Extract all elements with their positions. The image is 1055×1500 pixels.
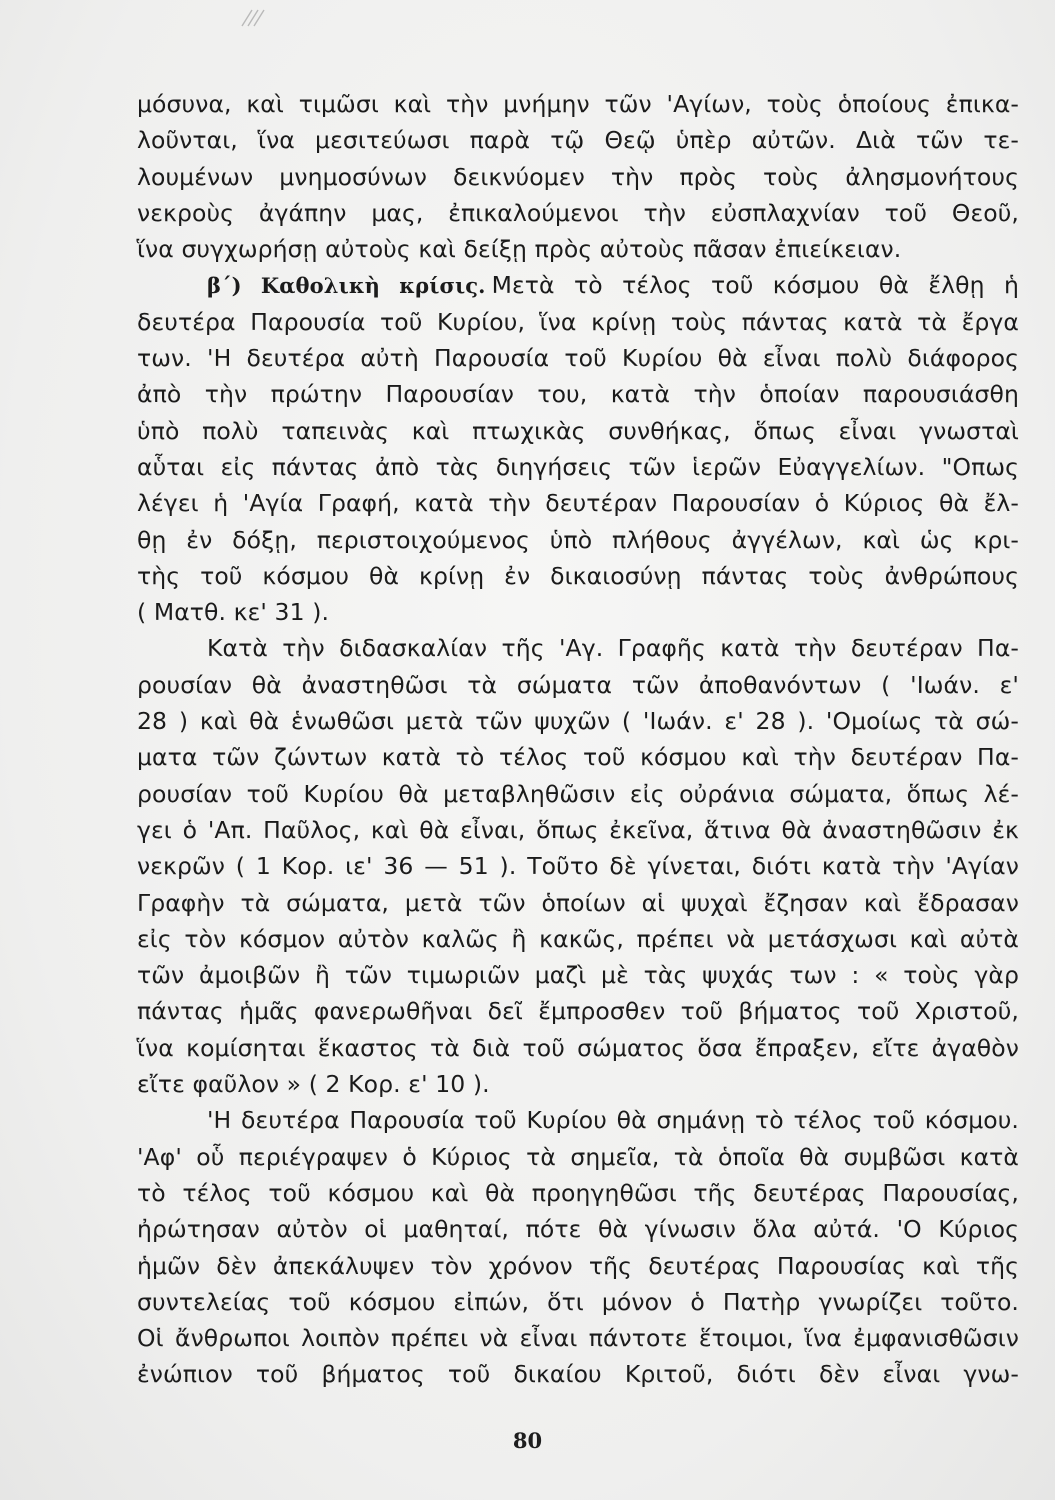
body-text bbox=[137, 86, 1019, 1393]
text-line: τὴς τοῦ κόσμου θὰ κρίνῃ ἐν δικαιοσύνῃ πάντας τοὺς ἀνθρώπους bbox=[137, 561, 1019, 590]
text-line: τῶν ἀμοιβῶν ἢ τῶν τιμωριῶν μαζὶ μὲ τὰς ψυχάς των : « τοὺς γὰρ bbox=[137, 961, 1019, 990]
text-line: λέγει ἡ 'Αγία Γραφή, κατὰ τὴν δευτέραν Παρουσίαν ὁ Κύριος θὰ ἔλ- bbox=[137, 489, 1019, 518]
text-line: ἀπὸ τὴν πρώτην Παρουσίαν του, κατὰ τὴν ὁποίαν παρουσιάσθη bbox=[137, 380, 1019, 409]
text-line: ( Ματθ. κε' 31 ). bbox=[137, 598, 330, 627]
text-line: γει ὁ 'Απ. Παῦλος, καὶ θὰ εἶναι, ὅπως ἐκεῖνα, ἅτινα θὰ ἀναστηθῶσιν ἐκ bbox=[137, 815, 1019, 844]
text-line: εἰς τὸν κόσμον αὐτὸν καλῶς ἢ κακῶς, πρέπει νὰ μετάσχωσι καὶ αὐτὰ bbox=[137, 924, 1019, 953]
text-line-rest: Μετὰ τὸ τέλος τοῦ κόσμου θὰ ἔλθῃ ἡ bbox=[491, 271, 1020, 300]
text-line: ἵνα κομίσηται ἕκαστος τὰ διὰ τοῦ σώματος ὅσα ἔπραξεν, εἴτε ἀγαθὸν bbox=[137, 1033, 1019, 1062]
text-line: 'Αφ' οὗ περιέγραψεν ὁ Κύριος τὰ σημεῖα, τὰ ὁποῖα θὰ συμβῶσι κατὰ bbox=[137, 1142, 1019, 1171]
text-line: αὗται εἰς πάντας ἀπὸ τὰς διηγήσεις τῶν ἱερῶν Εὐαγγελίων. "Οπως bbox=[137, 452, 1019, 481]
text-line: λουμένων μνημοσύνων δεικνύομεν τὴν πρὸς τοὺς ἀλησμονήτους bbox=[137, 162, 1019, 191]
pen-scribble-mark bbox=[238, 6, 278, 28]
text-line: συντελείας τοῦ κόσμου εἰπών, ὅτι μόνον ὁ Πατὴρ γνωρίζει τοῦτο. bbox=[137, 1287, 1019, 1316]
section-heading: β΄) Καθολικὴ κρίσις. bbox=[207, 273, 486, 299]
text-line: ἠρώτησαν αὐτὸν οἱ μαθηταί, πότε θὰ γίνωσιν ὅλα αὐτά. 'Ο Κύριος bbox=[137, 1215, 1019, 1244]
section-line bbox=[137, 267, 1019, 303]
text-line: λοῦνται, ἵνα μεσιτεύωσι παρὰ τῷ Θεῷ ὑπὲρ αὐτῶν. Διὰ τῶν τε- bbox=[137, 126, 1019, 155]
text-line: εἴτε φαῦλον » ( 2 Κορ. ε' 10 ). bbox=[137, 1070, 490, 1099]
paragraph-first-line: Κατὰ τὴν διδασκαλίαν τῆς 'Αγ. Γραφῆς κατὰ τὴν δευτέραν Πα- bbox=[207, 634, 1019, 663]
text-line: νεκροὺς ἀγάπην μας, ἐπικαλούμενοι τὴν εὐσπλαχνίαν τοῦ Θεοῦ, bbox=[137, 198, 1019, 227]
text-line: δευτέρα Παρουσία τοῦ Κυρίου, ἵνα κρίνῃ τοὺς πάντας κατὰ τὰ ἔργα bbox=[137, 307, 1019, 336]
text-line: μόσυνα, καὶ τιμῶσι καὶ τὴν μνήμην τῶν 'Αγίων, τοὺς ὁποίους ἐπικα- bbox=[137, 90, 1019, 118]
page-number: 80 bbox=[512, 1428, 543, 1453]
text-line: ρουσίαν τοῦ Κυρίου θὰ μεταβληθῶσιν εἰς οὐράνια σώματα, ὅπως λέ- bbox=[137, 779, 1019, 808]
text-line: ρουσίαν θὰ ἀναστηθῶσι τὰ σώματα τῶν ἀποθανόντων ( 'Ιωάν. ε' bbox=[137, 670, 1019, 699]
text-line: 28 ) καὶ θὰ ἑνωθῶσι μετὰ τῶν ψυχῶν ( 'Ιωάν. ε' 28 ). 'Ομοίως τὰ σώ- bbox=[137, 707, 1019, 736]
text-line: ἡμῶν δὲν ἀπεκάλυψεν τὸν χρόνον τῆς δευτέρας Παρουσίας καὶ τῆς bbox=[137, 1251, 1019, 1280]
text-line: των. 'Η δευτέρα αὐτὴ Παρουσία τοῦ Κυρίου θὰ εἶναι πολὺ διάφορος bbox=[137, 344, 1019, 373]
text-line: ἵνα συγχωρήσῃ αὐτοὺς καὶ δείξῃ πρὸς αὐτοὺς πᾶσαν ἐπιείκειαν. bbox=[137, 235, 902, 264]
text-line: νεκρῶν ( 1 Κορ. ιε' 36 — 51 ). Τοῦτο δὲ γίνεται, διότι κατὰ τὴν 'Αγίαν bbox=[137, 852, 1019, 881]
text-line: τὸ τέλος τοῦ κόσμου καὶ θὰ προηγηθῶσι τῆς δευτέρας Παρουσίας, bbox=[137, 1178, 1019, 1207]
text-line: θῃ ἐν δόξῃ, περιστοιχούμενος ὑπὸ πλήθους ἀγγέλων, καὶ ὡς κρι- bbox=[137, 525, 1019, 554]
text-line: Οἱ ἄνθρωποι λοιπὸν πρέπει νὰ εἶναι πάντοτε ἕτοιμοι, ἵνα ἐμφανισθῶσιν bbox=[137, 1324, 1019, 1353]
paragraph-first-line: 'Η δευτέρα Παρουσία τοῦ Κυρίου θὰ σημάνῃ τὸ τέλος τοῦ κόσμου. bbox=[207, 1106, 1019, 1135]
text-line: ματα τῶν ζώντων κατὰ τὸ τέλος τοῦ κόσμου καὶ τὴν δευτέραν Πα- bbox=[137, 743, 1019, 772]
text-line: πάντας ἡμᾶς φανερωθῆναι δεῖ ἔμπροσθεν τοῦ βήματος τοῦ Χριστοῦ, bbox=[137, 997, 1019, 1026]
text-line: ἐνώπιον τοῦ βήματος τοῦ δικαίου Κριτοῦ, διότι δὲν εἶναι γνω- bbox=[137, 1360, 1019, 1389]
text-line: ὑπὸ πολὺ ταπεινὰς καὶ πτωχικὰς συνθήκας, ὅπως εἶναι γνωσταὶ bbox=[137, 416, 1019, 445]
text-line: Γραφὴν τὰ σώματα, μετὰ τῶν ὁποίων αἱ ψυχαὶ ἔζησαν καὶ ἔδρασαν bbox=[137, 888, 1019, 917]
